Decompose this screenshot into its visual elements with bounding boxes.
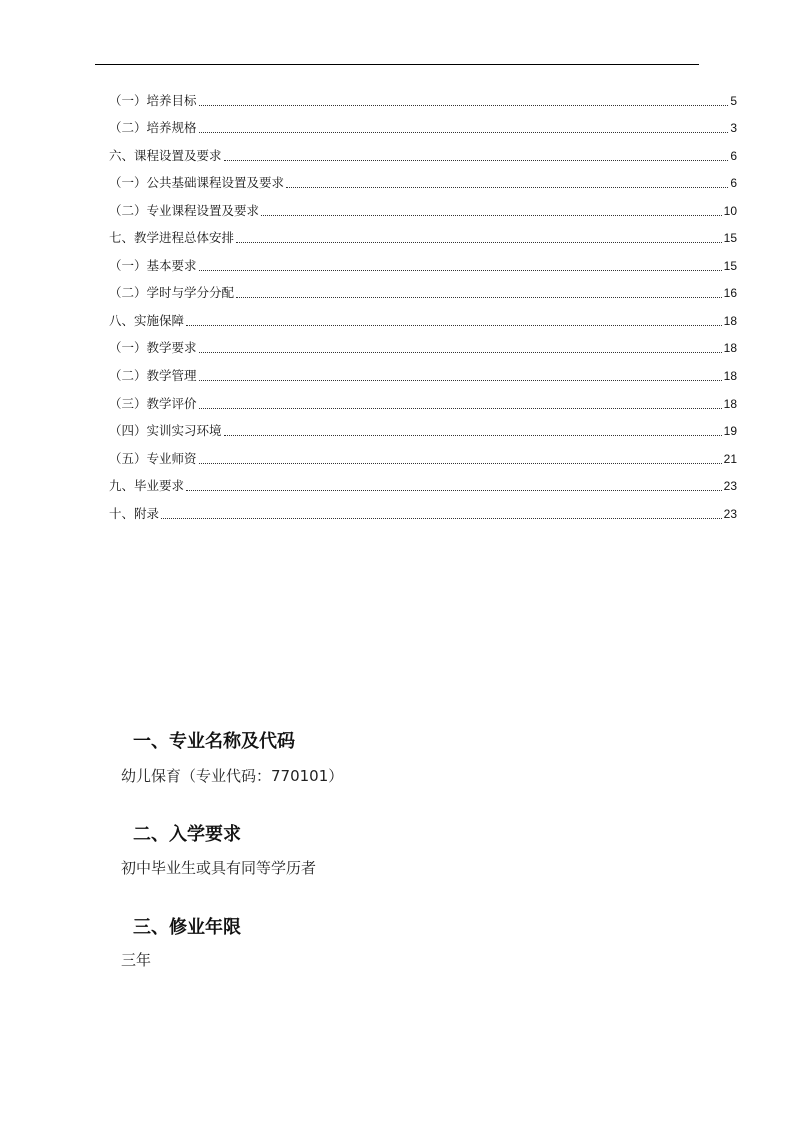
toc-leader-dots xyxy=(186,490,722,491)
section-heading: 三、修业年限 xyxy=(133,917,241,938)
toc-entry-page: 15 xyxy=(723,231,737,245)
toc-entry[interactable] xyxy=(109,394,737,414)
toc-entry-label: （二）教学管理 xyxy=(109,368,197,383)
toc-entry-label: （三）教学评价 xyxy=(109,396,197,411)
toc-leader-dots xyxy=(186,325,722,326)
toc-leader-dots xyxy=(199,132,729,133)
toc-entry-label: （四）实训实习环境 xyxy=(109,423,222,438)
toc-entry-label: （五）专业师资 xyxy=(109,451,197,466)
toc-entry-page: 6 xyxy=(730,149,737,163)
toc-entry-label: （一）教学要求 xyxy=(109,340,197,355)
toc-entry-page: 18 xyxy=(723,341,737,355)
toc-entry-page: 23 xyxy=(723,479,737,493)
toc-entry[interactable] xyxy=(109,173,737,193)
toc-leader-dots xyxy=(199,408,722,409)
toc-entry-label: 七、教学进程总体安排 xyxy=(109,230,235,245)
toc-entry[interactable] xyxy=(109,283,737,303)
toc-entry-page: 19 xyxy=(723,424,737,438)
toc-leader-dots xyxy=(199,380,722,381)
toc-entry-label: 十、附录 xyxy=(109,506,160,521)
toc-entry-page: 3 xyxy=(730,121,737,135)
section-body: 初中毕业生或具有同等学历者 xyxy=(121,859,317,877)
toc-entry-label: 八、实施保障 xyxy=(109,313,185,328)
toc-entry[interactable] xyxy=(109,504,737,524)
toc-leader-dots xyxy=(261,215,722,216)
toc-leader-dots xyxy=(236,297,722,298)
toc-entry-label: 九、毕业要求 xyxy=(109,478,185,493)
toc-entry-label: （二）学时与学分分配 xyxy=(109,285,235,300)
toc-leader-dots xyxy=(236,242,722,243)
toc-entry-label: 六、课程设置及要求 xyxy=(109,148,222,163)
toc-entry-page: 10 xyxy=(723,204,737,218)
toc-entry[interactable] xyxy=(109,366,737,386)
section-body: 幼儿保育（专业代码：770101） xyxy=(121,767,344,785)
toc-leader-dots xyxy=(286,187,728,188)
toc-leader-dots xyxy=(199,463,722,464)
toc-entry-page: 23 xyxy=(723,507,737,521)
toc-entry[interactable] xyxy=(109,91,737,111)
toc-entry-page: 6 xyxy=(730,176,737,190)
toc-entry-page: 18 xyxy=(723,314,737,328)
toc-entry[interactable] xyxy=(109,228,737,248)
toc-leader-dots xyxy=(199,352,722,353)
toc-leader-dots xyxy=(224,435,722,436)
toc-entry[interactable] xyxy=(109,421,737,441)
toc-entry-label: （二）专业课程设置及要求 xyxy=(109,203,260,218)
section-heading: 一、专业名称及代码 xyxy=(133,731,295,752)
toc-entry[interactable] xyxy=(109,476,737,496)
toc-entry-label: （一）公共基础课程设置及要求 xyxy=(109,175,285,190)
toc-leader-dots xyxy=(224,160,729,161)
toc-entry-page: 18 xyxy=(723,397,737,411)
toc-leader-dots xyxy=(161,518,722,519)
toc-entry-page: 21 xyxy=(723,452,737,466)
toc-leader-dots xyxy=(199,105,729,106)
toc-entry[interactable] xyxy=(109,201,737,221)
toc-leader-dots xyxy=(199,270,722,271)
toc-entry-page: 5 xyxy=(730,94,737,108)
toc-entry[interactable] xyxy=(109,256,737,276)
toc-entry-page: 18 xyxy=(723,369,737,383)
toc-entry-page: 15 xyxy=(723,259,737,273)
toc-entry-page: 16 xyxy=(723,286,737,300)
toc-entry[interactable] xyxy=(109,118,737,138)
header-rule xyxy=(95,64,699,65)
toc-entry[interactable] xyxy=(109,449,737,469)
toc-entry[interactable] xyxy=(109,338,737,358)
toc-entry[interactable] xyxy=(109,311,737,331)
toc-entry-label: （一）基本要求 xyxy=(109,258,197,273)
section-body: 三年 xyxy=(121,951,152,969)
section-heading: 二、入学要求 xyxy=(133,824,241,845)
toc-entry[interactable] xyxy=(109,146,737,166)
toc-entry-label: （一）培养目标 xyxy=(109,93,197,108)
toc-entry-label: （二）培养规格 xyxy=(109,120,197,135)
